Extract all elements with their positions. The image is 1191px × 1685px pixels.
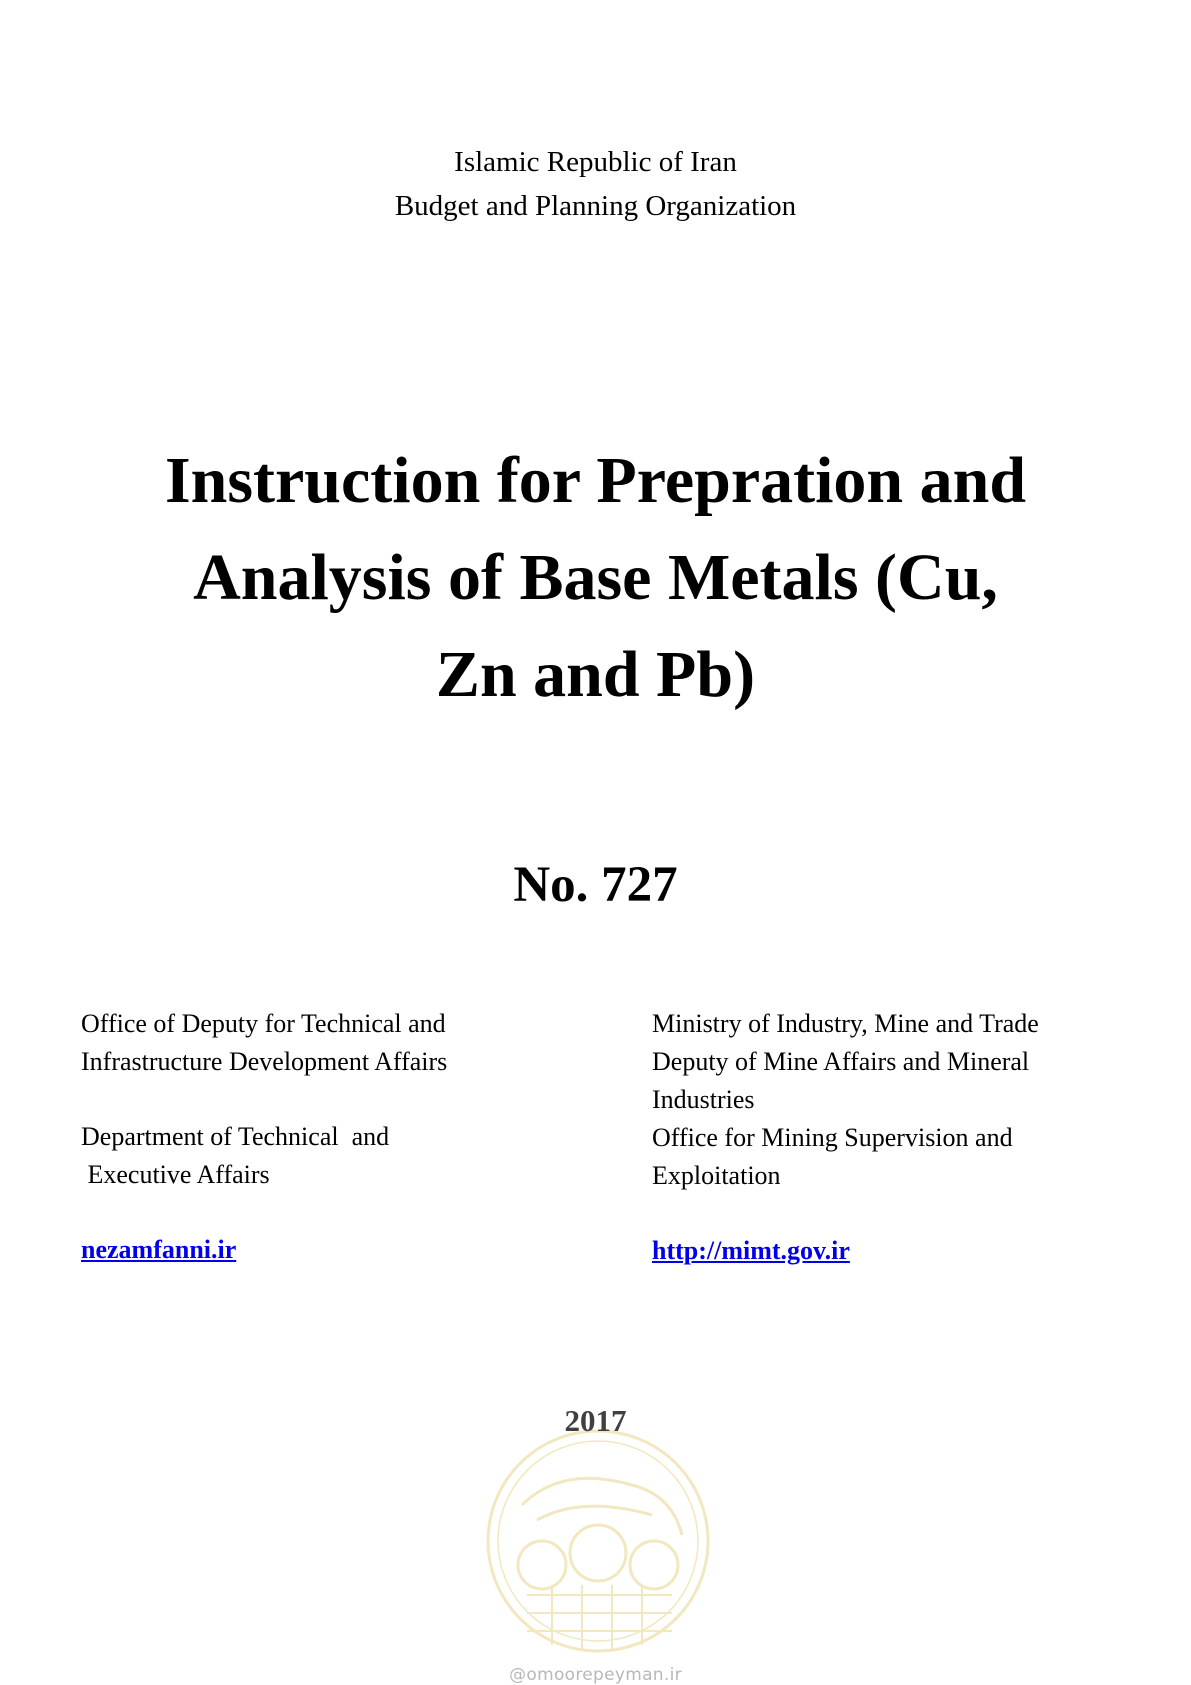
left-line-1: Office of Deputy for Technical and — [81, 1009, 446, 1038]
right-line-3: Industries — [652, 1085, 755, 1114]
document-title — [0, 432, 1191, 723]
right-line-2: Deputy of Mine Affairs and Mineral — [652, 1047, 1030, 1076]
left-line-4: Executive Affairs — [81, 1160, 270, 1189]
country-name: Islamic Republic of Iran — [454, 146, 737, 178]
seal-inner-ring — [498, 1441, 698, 1641]
left-column — [81, 1005, 601, 1269]
mimt-link[interactable]: http://mimt.gov.ir — [652, 1236, 850, 1265]
title-line-2: Analysis of Base Metals (Cu, — [193, 541, 998, 614]
seal-calligraphy-2 — [537, 1506, 652, 1520]
title-line-1: Instruction for Prepration and — [164, 444, 1027, 517]
right-line-5: Exploitation — [652, 1161, 781, 1190]
document-header — [0, 140, 1191, 228]
document-number: No. 727 — [513, 857, 678, 913]
left-line-3: Department of Technical and — [81, 1122, 390, 1151]
nezamfanni-link[interactable]: nezamfanni.ir — [81, 1235, 237, 1264]
gear-center-icon — [570, 1525, 626, 1581]
gear-left-icon — [518, 1541, 566, 1589]
right-line-4: Office for Mining Supervision and — [652, 1123, 1013, 1152]
publication-year: 2017 — [564, 1403, 627, 1438]
right-column — [652, 1005, 1172, 1270]
watermark-text: @omoorepeyman.ir — [509, 1665, 682, 1685]
title-line-3: Zn and Pb) — [435, 638, 756, 711]
seal-shapes — [488, 1431, 708, 1651]
left-line-2: Infrastructure Development Affairs — [81, 1047, 448, 1076]
organization-name: Budget and Planning Organization — [394, 190, 797, 222]
right-line-1: Ministry of Industry, Mine and Trade — [652, 1009, 1039, 1038]
seal-outer-ring — [488, 1431, 708, 1651]
gear-right-icon — [630, 1541, 678, 1589]
watermark-seal-icon — [482, 1425, 714, 1657]
